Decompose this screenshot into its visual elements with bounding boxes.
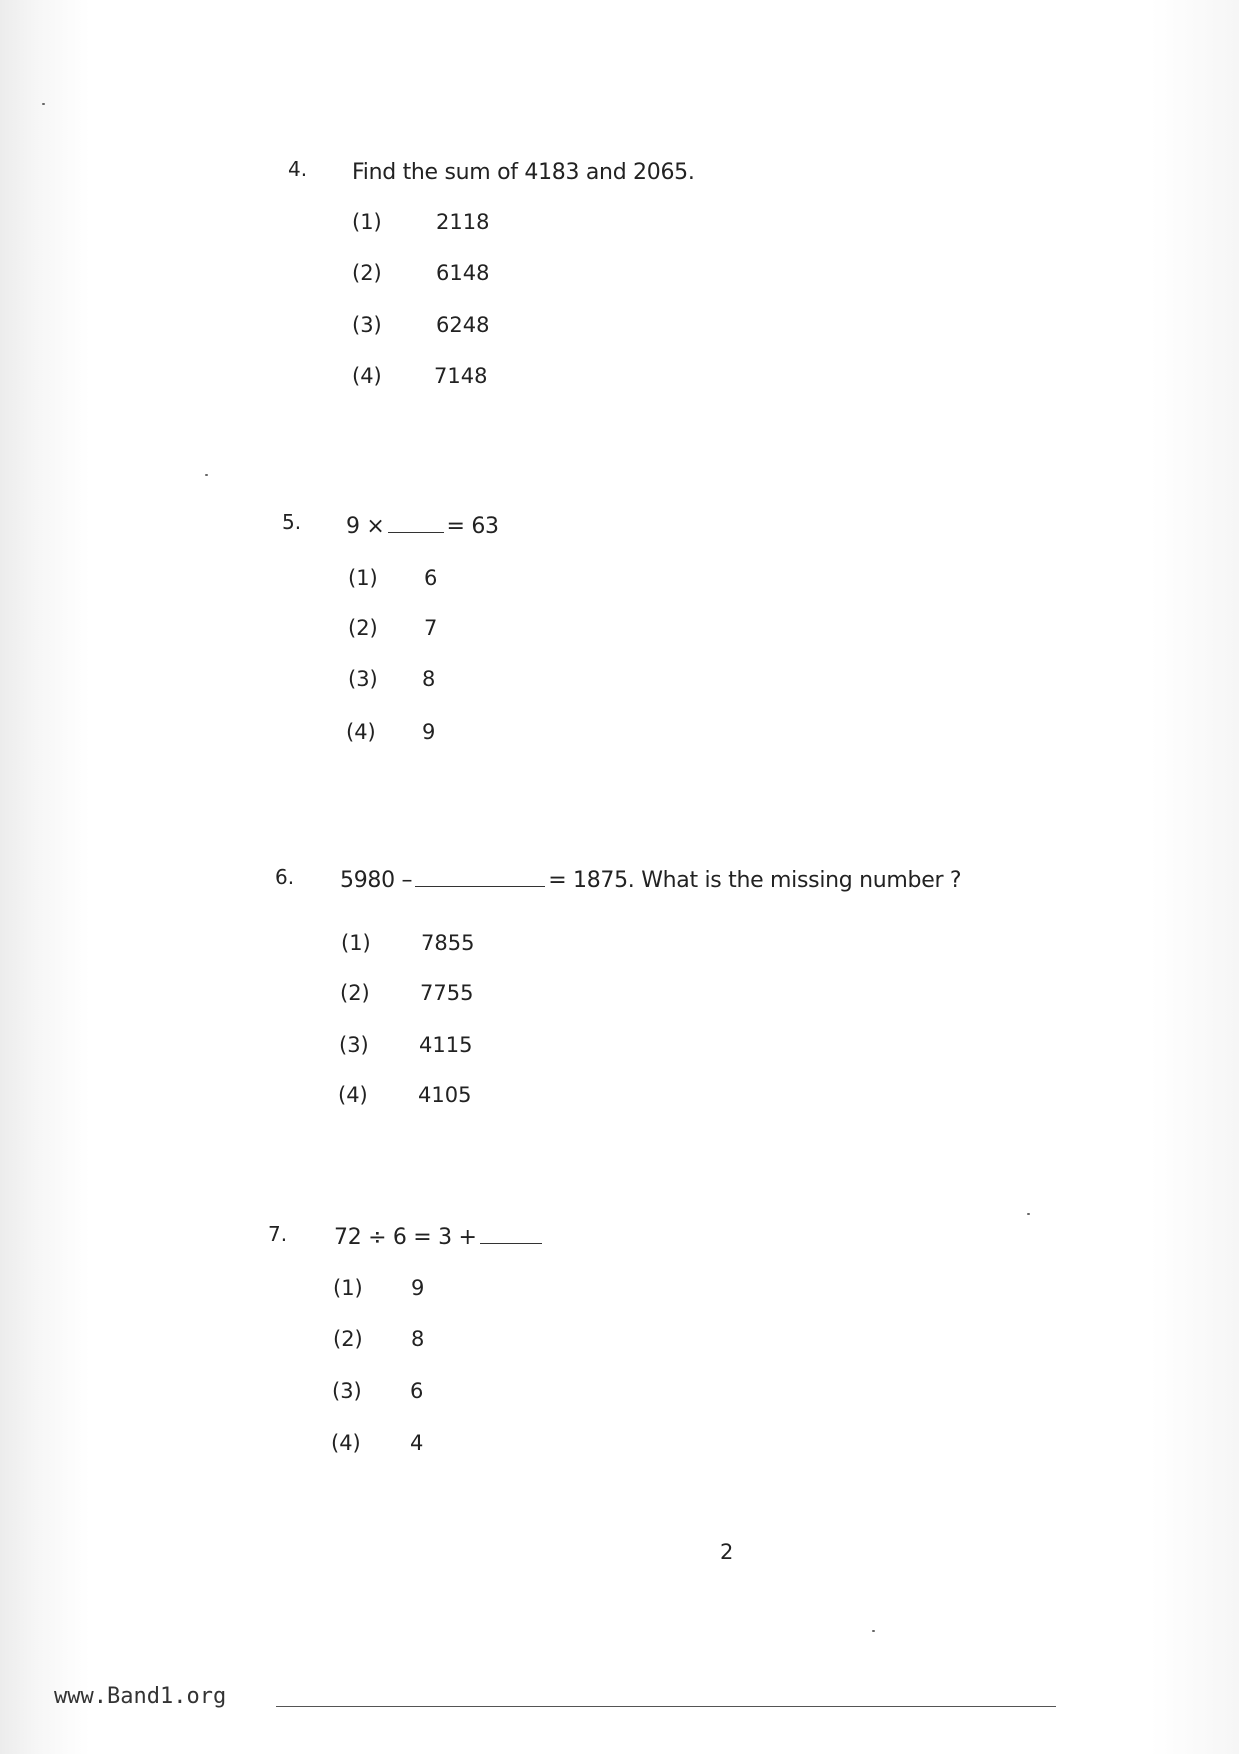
answer-blank	[388, 531, 444, 533]
question-text	[334, 1225, 545, 1250]
question-text-after: = 1875. What is the missing number ?	[548, 868, 962, 893]
option-value: 7148	[434, 364, 488, 388]
question-text-after: = 63	[446, 514, 499, 539]
answer-blank	[415, 885, 545, 887]
question-text: Find the sum of 4183 and 2065.	[352, 160, 695, 185]
option-label: (1)	[341, 931, 371, 955]
option-label: (2)	[352, 261, 382, 285]
option-value: 8	[411, 1327, 425, 1351]
option-value: 7	[424, 616, 438, 640]
question-number: 6.	[275, 865, 295, 889]
option-label: (1)	[352, 210, 382, 234]
scan-speck	[1027, 1213, 1030, 1215]
answer-blank	[480, 1242, 542, 1244]
option-label: (4)	[331, 1431, 361, 1455]
option-label: (2)	[340, 981, 370, 1005]
option-label: (4)	[338, 1083, 368, 1107]
option-value: 7755	[420, 981, 474, 1005]
option-value: 6148	[436, 261, 490, 285]
option-value: 2118	[436, 210, 490, 234]
option-label: (2)	[333, 1327, 363, 1351]
option-label: (1)	[333, 1276, 363, 1300]
option-label: (3)	[352, 313, 382, 337]
option-label: (3)	[348, 667, 378, 691]
question-text	[346, 514, 499, 539]
option-label: (1)	[348, 566, 378, 590]
option-value: 7855	[421, 931, 475, 955]
option-value: 8	[422, 667, 436, 691]
question-text-before: 72 ÷ 6 = 3 +	[334, 1225, 477, 1250]
option-value: 4115	[419, 1033, 473, 1057]
footer-rule	[276, 1706, 1056, 1707]
option-label: (3)	[332, 1379, 362, 1403]
option-value: 6	[410, 1379, 424, 1403]
question-number: 7.	[268, 1222, 288, 1246]
footer-website[interactable]: www.Band1.org	[54, 1684, 227, 1709]
question-text-before: 9 ×	[346, 514, 385, 539]
option-label: (2)	[348, 616, 378, 640]
option-label: (4)	[352, 364, 382, 388]
option-value: 4105	[418, 1083, 472, 1107]
question-number: 4.	[288, 157, 308, 181]
option-value: 4	[410, 1431, 424, 1455]
page-number: 2	[720, 1540, 734, 1564]
question-number: 5.	[282, 510, 302, 534]
scan-speck	[42, 103, 45, 105]
scan-speck	[872, 1630, 875, 1632]
option-value: 6248	[436, 313, 490, 337]
question-text-before: 5980 –	[340, 868, 413, 893]
option-value: 9	[411, 1276, 425, 1300]
option-value: 6	[424, 566, 438, 590]
scan-speck	[205, 474, 208, 476]
option-label: (3)	[339, 1033, 369, 1057]
option-label: (4)	[346, 720, 376, 744]
option-value: 9	[422, 720, 436, 744]
question-text	[340, 868, 961, 893]
